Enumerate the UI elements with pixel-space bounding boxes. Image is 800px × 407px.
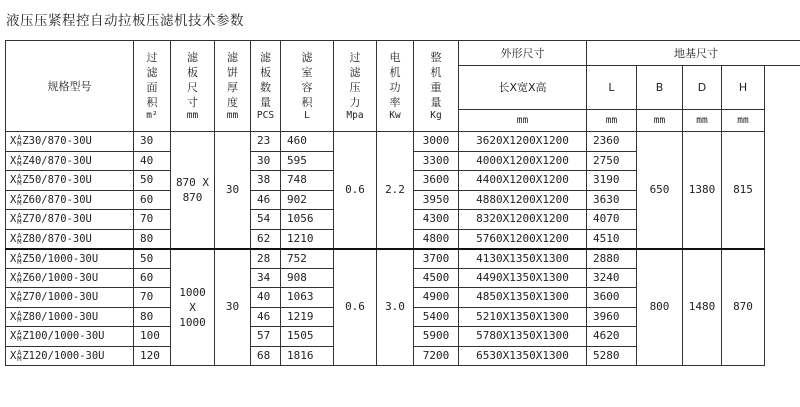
dims-cell: 5210X1350X1300 bbox=[459, 307, 587, 327]
model-mark-a: A bbox=[17, 153, 22, 162]
model-code: Z70/870-30U bbox=[22, 213, 92, 226]
volume-cell: 902 bbox=[281, 190, 334, 210]
model-cell bbox=[6, 288, 134, 308]
header-area-unit: m² bbox=[146, 110, 158, 121]
model-code: Z80/1000-30U bbox=[22, 310, 99, 323]
cake-thickness-cell: 30 bbox=[215, 132, 251, 249]
B-unit-text: mm bbox=[653, 114, 666, 126]
L-cell: 2880 bbox=[587, 249, 637, 269]
dims-cell: 4490X1350X1300 bbox=[459, 268, 587, 288]
model-cell bbox=[6, 346, 134, 366]
plate-size-line: 870 bbox=[182, 190, 203, 204]
volume-cell: 1063 bbox=[281, 288, 334, 308]
volume-cell: 1816 bbox=[281, 346, 334, 366]
L-cell: 3630 bbox=[587, 190, 637, 210]
weight-cell: 4900 bbox=[414, 288, 459, 308]
plate-count-cell: 46 bbox=[251, 307, 281, 327]
L-cell: 3600 bbox=[587, 288, 637, 308]
dims-cell: 4880X1200X1200 bbox=[459, 190, 587, 210]
spec-table bbox=[5, 40, 800, 366]
L-cell: 4510 bbox=[587, 229, 637, 249]
volume-cell: 1210 bbox=[281, 229, 334, 249]
header-plate-count-unit: PCS bbox=[256, 110, 275, 121]
header-H-unit bbox=[722, 110, 765, 132]
header-model: 规格型号 bbox=[6, 41, 134, 132]
model-cell bbox=[6, 151, 134, 171]
header-D: D bbox=[683, 66, 722, 110]
model-prefix: X bbox=[10, 135, 17, 148]
header-area-label: 过滤面积 bbox=[146, 51, 158, 109]
L-cell: 2750 bbox=[587, 151, 637, 171]
model-code: Z70/1000-30U bbox=[22, 291, 99, 304]
volume-cell: 748 bbox=[281, 171, 334, 191]
table-row bbox=[6, 132, 800, 152]
plate-count-cell: 46 bbox=[251, 190, 281, 210]
dims-cell: 4850X1350X1300 bbox=[459, 288, 587, 308]
weight-cell: 3950 bbox=[414, 190, 459, 210]
header-dims-unit bbox=[459, 110, 587, 132]
model-cell bbox=[6, 132, 134, 152]
header-cake-unit: mm bbox=[226, 110, 239, 121]
volume-cell: 1505 bbox=[281, 327, 334, 347]
weight-cell: 4500 bbox=[414, 268, 459, 288]
volume-cell: 1056 bbox=[281, 210, 334, 230]
H-unit-text: mm bbox=[737, 114, 749, 126]
H-cell: 815 bbox=[722, 132, 765, 249]
L-cell: 2360 bbox=[587, 132, 637, 152]
plate-size-line: X bbox=[189, 300, 196, 314]
header-volume bbox=[281, 41, 334, 132]
model-mark-a: A bbox=[17, 290, 22, 299]
header-power-label: 电机功率 bbox=[389, 51, 401, 109]
header-L-unit bbox=[587, 110, 637, 132]
pressure-cell: 0.6 bbox=[334, 249, 377, 366]
model-code: Z50/1000-30U bbox=[22, 252, 99, 265]
header-L: L bbox=[587, 66, 637, 110]
weight-cell: 5900 bbox=[414, 327, 459, 347]
model-prefix: X bbox=[10, 154, 17, 167]
area-cell: 60 bbox=[134, 190, 171, 210]
L-cell: 4620 bbox=[587, 327, 637, 347]
area-cell: 40 bbox=[134, 151, 171, 171]
dims-cell: 4400X1200X1200 bbox=[459, 171, 587, 191]
L-cell: 4070 bbox=[587, 210, 637, 230]
weight-cell: 4300 bbox=[414, 210, 459, 230]
model-code: Z40/870-30U bbox=[22, 154, 92, 167]
plate-size-cell bbox=[171, 132, 215, 249]
area-cell: 100 bbox=[134, 327, 171, 347]
header-volume-unit: L bbox=[304, 110, 310, 121]
volume-cell: 752 bbox=[281, 249, 334, 269]
model-prefix: X bbox=[10, 193, 17, 206]
model-code: Z50/870-30U bbox=[22, 174, 92, 187]
header-power bbox=[377, 41, 414, 132]
model-cell bbox=[6, 190, 134, 210]
plate-count-cell: 34 bbox=[251, 268, 281, 288]
header-cake-label: 滤饼厚度 bbox=[227, 51, 238, 109]
area-cell: 30 bbox=[134, 132, 171, 152]
model-prefix: X bbox=[10, 232, 17, 245]
area-cell: 60 bbox=[134, 268, 171, 288]
area-cell: 50 bbox=[134, 171, 171, 191]
header-plate-size-unit: mm bbox=[186, 110, 199, 121]
volume-cell: 908 bbox=[281, 268, 334, 288]
plate-size-cell bbox=[171, 249, 215, 366]
model-code: Z100/1000-30U bbox=[22, 330, 105, 343]
header-pressure-label: 过滤压力 bbox=[349, 51, 361, 109]
header-cake bbox=[215, 41, 251, 132]
model-mark-a: A bbox=[17, 231, 22, 240]
header-dims: 外形尺寸 bbox=[459, 41, 587, 66]
L-cell: 3240 bbox=[587, 268, 637, 288]
model-code: Z60/1000-30U bbox=[22, 271, 99, 284]
model-prefix: X bbox=[10, 174, 17, 187]
area-cell: 120 bbox=[134, 346, 171, 366]
area-cell: 80 bbox=[134, 229, 171, 249]
header-dims-sub: 长X宽X高 bbox=[459, 66, 587, 110]
dims-cell: 5760X1200X1200 bbox=[459, 229, 587, 249]
volume-cell: 595 bbox=[281, 151, 334, 171]
model-cell bbox=[6, 327, 134, 347]
header-volume-label: 滤室容积 bbox=[301, 51, 313, 109]
dims-cell: 3620X1200X1200 bbox=[459, 132, 587, 152]
model-prefix: X bbox=[10, 213, 17, 226]
model-mark-m: M bbox=[17, 237, 22, 246]
header-foundation: 地基尺寸 bbox=[587, 41, 800, 66]
model-mark-a: A bbox=[17, 309, 22, 318]
plate-count-cell: 68 bbox=[251, 346, 281, 366]
model-code: Z80/870-30U bbox=[22, 232, 92, 245]
model-mark-a: A bbox=[17, 251, 22, 260]
model-mark-m: M bbox=[17, 276, 22, 285]
plate-count-cell: 23 bbox=[251, 132, 281, 152]
model-mark-a: A bbox=[17, 134, 22, 143]
L-cell: 5280 bbox=[587, 346, 637, 366]
volume-cell: 460 bbox=[281, 132, 334, 152]
header-D-unit bbox=[683, 110, 722, 132]
model-prefix: X bbox=[10, 252, 17, 265]
power-cell: 3.0 bbox=[377, 249, 414, 366]
H-cell: 870 bbox=[722, 249, 765, 366]
plate-size-line: 1000 bbox=[179, 285, 206, 299]
model-cell bbox=[6, 249, 134, 269]
L-cell: 3960 bbox=[587, 307, 637, 327]
plate-count-cell: 28 bbox=[251, 249, 281, 269]
weight-cell: 3300 bbox=[414, 151, 459, 171]
area-cell: 70 bbox=[134, 288, 171, 308]
weight-cell: 7200 bbox=[414, 346, 459, 366]
model-code: Z30/870-30U bbox=[22, 135, 92, 148]
plate-count-cell: 40 bbox=[251, 288, 281, 308]
weight-cell: 5400 bbox=[414, 307, 459, 327]
model-mark-m: M bbox=[17, 218, 22, 227]
model-code: Z120/1000-30U bbox=[22, 349, 105, 362]
plate-size-line: 870 X bbox=[175, 175, 210, 189]
area-cell: 70 bbox=[134, 210, 171, 230]
header-plate-count bbox=[251, 41, 281, 132]
model-cell bbox=[6, 307, 134, 327]
dims-cell: 6530X1350X1300 bbox=[459, 346, 587, 366]
L-cell: 3190 bbox=[587, 171, 637, 191]
header-weight bbox=[414, 41, 459, 132]
area-cell: 80 bbox=[134, 307, 171, 327]
cake-thickness-cell: 30 bbox=[215, 249, 251, 366]
model-mark-m: M bbox=[17, 315, 22, 324]
dims-cell: 4000X1200X1200 bbox=[459, 151, 587, 171]
header-weight-label: 整机重量 bbox=[430, 51, 442, 109]
power-cell: 2.2 bbox=[377, 132, 414, 249]
B-cell: 650 bbox=[637, 132, 683, 249]
model-mark-a: A bbox=[17, 270, 22, 279]
model-cell bbox=[6, 210, 134, 230]
header-area bbox=[134, 41, 171, 132]
header-B: B bbox=[637, 66, 683, 110]
volume-cell: 1219 bbox=[281, 307, 334, 327]
L-unit-text: mm bbox=[605, 114, 618, 126]
plate-count-cell: 38 bbox=[251, 171, 281, 191]
header-plate-size-label: 滤板尺寸 bbox=[187, 51, 198, 109]
model-mark-m: M bbox=[17, 159, 22, 168]
model-mark-a: A bbox=[17, 329, 22, 338]
model-mark-m: M bbox=[17, 335, 22, 344]
model-prefix: X bbox=[10, 291, 17, 304]
model-mark-a: A bbox=[17, 173, 22, 182]
model-prefix: X bbox=[10, 271, 17, 284]
D-unit-text: mm bbox=[696, 114, 708, 126]
model-mark-m: M bbox=[17, 257, 22, 266]
model-mark-m: M bbox=[17, 354, 22, 363]
D-cell: 1380 bbox=[683, 132, 722, 249]
plate-count-cell: 30 bbox=[251, 151, 281, 171]
header-power-unit: Kw bbox=[389, 110, 401, 121]
model-prefix: X bbox=[10, 330, 17, 343]
model-cell bbox=[6, 268, 134, 288]
model-code: Z60/870-30U bbox=[22, 193, 92, 206]
dims-cell: 8320X1200X1200 bbox=[459, 210, 587, 230]
dims-cell: 5780X1350X1300 bbox=[459, 327, 587, 347]
model-prefix: X bbox=[10, 310, 17, 323]
model-mark-m: M bbox=[17, 296, 22, 305]
dims-unit-text: mm bbox=[516, 114, 529, 126]
weight-cell: 3600 bbox=[414, 171, 459, 191]
weight-cell: 3700 bbox=[414, 249, 459, 269]
model-cell bbox=[6, 229, 134, 249]
model-mark-a: A bbox=[17, 348, 22, 357]
plate-size-line: 1000 bbox=[179, 315, 206, 329]
D-cell: 1480 bbox=[683, 249, 722, 366]
B-cell: 800 bbox=[637, 249, 683, 366]
model-mark-m: M bbox=[17, 179, 22, 188]
model-prefix: X bbox=[10, 349, 17, 362]
dims-cell: 4130X1350X1300 bbox=[459, 249, 587, 269]
header-H: H bbox=[722, 66, 765, 110]
spec-table-body bbox=[6, 41, 800, 366]
table-row bbox=[6, 249, 800, 269]
header-weight-unit: Kg bbox=[430, 110, 442, 121]
header-plate-size bbox=[171, 41, 215, 132]
plate-count-cell: 54 bbox=[251, 210, 281, 230]
header-plate-count-label: 滤板数量 bbox=[260, 51, 271, 109]
header-pressure-unit: Mpa bbox=[346, 110, 364, 121]
model-mark-m: M bbox=[17, 140, 22, 149]
plate-count-cell: 57 bbox=[251, 327, 281, 347]
model-mark-m: M bbox=[17, 198, 22, 207]
model-cell bbox=[6, 171, 134, 191]
model-mark-a: A bbox=[17, 212, 22, 221]
page-title: 液压压紧程控自动拉板压滤机技术参数 bbox=[6, 13, 244, 29]
weight-cell: 3000 bbox=[414, 132, 459, 152]
header-pressure bbox=[334, 41, 377, 132]
pressure-cell: 0.6 bbox=[334, 132, 377, 249]
area-cell: 50 bbox=[134, 249, 171, 269]
weight-cell: 4800 bbox=[414, 229, 459, 249]
plate-count-cell: 62 bbox=[251, 229, 281, 249]
model-mark-a: A bbox=[17, 192, 22, 201]
header-B-unit bbox=[637, 110, 683, 132]
header-row bbox=[6, 41, 800, 66]
